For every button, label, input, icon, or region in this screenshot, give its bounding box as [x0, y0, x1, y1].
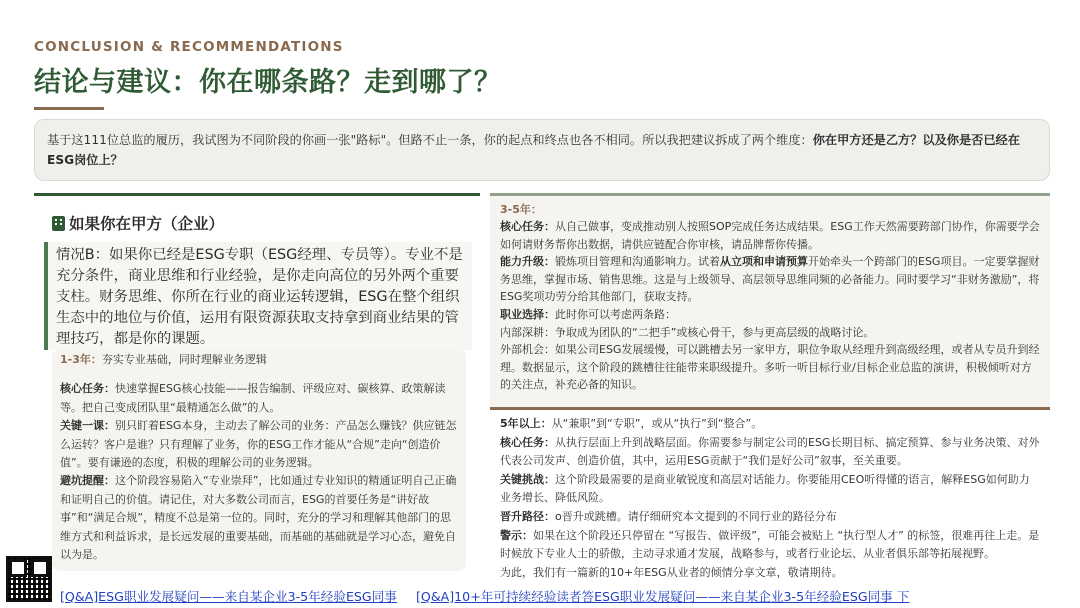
page-title: 结论与建议：你在哪条路？走到哪了？ [34, 67, 502, 98]
item-key: 核心任务： [500, 435, 555, 449]
footer-links [60, 586, 1060, 606]
item-key: 能力升级： [500, 255, 555, 269]
qr-code-icon[interactable] [6, 556, 52, 602]
stage-2-item [500, 218, 1040, 253]
item-text: 如果在这个阶段还只停留在 “写报告、做评级”，可能会被贴上 “执行型人才” 的标签，很难再往上走。是时候放下专业人士的骄傲，主动寻求通才发展，战略参与，或者行业论坛、从业者俱乐部等拓展视野。 [500, 528, 1040, 561]
stage-3-label-row [500, 415, 1040, 434]
item-key: 核心任务： [60, 382, 115, 396]
intro-text: 基于这111位总监的履历，我试图为不同阶段的你画一张"路标"。但路不止一条，你的起点和终点也各不相同。所以我把建议拆成了两个维度： [47, 133, 813, 147]
stage-3-5-years [490, 193, 1050, 407]
title-underline [34, 107, 104, 110]
item-text: 这个阶段容易陷入“专业崇拜”，比如通过专业知识的精通证明自己正确和证明自己的价值。请记住，对大多数公司而言，ESG的首要任务是“讲好故事”和“满足合规”，精度不总是第一位的。同时，充分的学习和理解其他部门的思维方式和利益诉求，是长远发展的重要基础，而基础的基础就是学习心态，避免自以为是。 [60, 474, 457, 562]
item-text: 从自己做事，变成推动别人按照SOP完成任务达成结果。ESG工作天然需要跨部门协作，你需要学会如何请财务帮你出数据，请供应链配合你审核，请品牌帮你传播。 [500, 220, 1040, 251]
stage-1-3-years [52, 349, 466, 571]
scenario-b-callout: 情况B：如果你已经是ESG专职（ESG经理、专员等）。专业不是充分条件，商业思维和行业经验，是你走向高位的另外两个重要支柱。财务思维、你所在行业的商业运转逻辑，ESG在整个组织生态中的地位与价值，运用有限资源获取支持拿到商业结果的管理技巧，都是你的课题。 [44, 242, 472, 350]
stage-1-desc: 夯实专业基础，同时理解业务逻辑 [101, 353, 267, 366]
left-heading-text: 如果你在甲方（企业） [69, 215, 225, 233]
stage-3-item [500, 471, 1040, 508]
item-key-inline: 从立项和申请预算 [720, 255, 808, 269]
section-eyebrow: CONCLUSION & RECOMMENDATIONS [34, 39, 344, 55]
item-text: 别只盯着ESG本身，主动去了解公司的业务：产品怎么赚钱？供应链怎么运转？客户是谁？只有理解了业务，你的ESG工作才能从“合规”走向“创造价值”。要有谦逊的态度，积极的理解公司的业务逻辑。 [60, 419, 457, 470]
footer-link-2[interactable]: [Q&A]10+年可持续经验读者答ESG职业发展疑问——来自某企业3-5年经验ESG同事 下 [416, 589, 910, 604]
footer-link-1[interactable]: [Q&A]ESG职业发展疑问——来自某企业3-5年经验ESG同事 [60, 589, 397, 604]
stage-5-plus-years [490, 407, 1050, 579]
stage-2-label: 3-5年： [500, 203, 542, 216]
item-key: 避坑提醒： [60, 474, 115, 488]
stage-2-item [500, 306, 1040, 324]
intro-text-bold: 你在甲方还是乙方？以及你是否已经在ESG岗位上？ [47, 133, 1020, 167]
stage-2-item [500, 324, 1040, 342]
item-text: o晋升或跳槽。请仔细研究本文提到的不同行业的路径分布 [555, 509, 837, 523]
stage-3-item [500, 527, 1040, 564]
stage-3-desc: 从“兼职”到“专职”，或从“执行”到“整合”。 [551, 417, 763, 430]
item-key: 警示： [500, 528, 533, 542]
item-text: 外部机会：如果公司ESG发展缓慢，可以跳槽去另一家甲方，职位争取从经理升到高级经理，或者从专员升到经理。数据显示，这个阶段的跳槽往往能带来职级提升。多听一听目标行业/目标企业总监的演讲，积极倾听对方的关注点，补充必备的知识。 [500, 343, 1040, 392]
stage-3-label: 5年以上： [500, 417, 552, 430]
item-key: 晋升路径： [500, 509, 555, 523]
item-key: 核心任务： [500, 220, 555, 233]
building-icon [52, 216, 65, 231]
stage-2-item [500, 253, 1040, 306]
item-text-cont: 开始牵头一个跨部门的ESG项目。一定要掌握财务思维，掌握市场、销售思维。这是与上级领导、高层领导思维同频的必备能力。同时要学习“非财务激励”，将ESG奖项功劳分给其他部门，获取支持。 [500, 255, 1040, 304]
item-key: 关键一课： [60, 419, 115, 433]
item-text: 为此，我们有一篇新的10+年ESG从业者的倾情分享文章，敬请期待。 [500, 565, 843, 579]
spacer [60, 369, 458, 380]
item-text: 锻炼项目管理和沟通影响力。试着 [555, 255, 720, 269]
stage-3-item [500, 508, 1040, 527]
stage-3-item [500, 434, 1040, 471]
item-text: 此时你可以考虑两条路： [555, 307, 676, 321]
intro-box [34, 119, 1050, 181]
item-text: 从执行层面上升到战略层面。你需要参与制定公司的ESG长期目标、搞定预算、参与业务决策、对外代表公司发声、创造价值，其中，运用ESG贡献于“我们是好公司”叙事，至关重要。 [500, 435, 1040, 468]
stage-1-label: 1-3年： [60, 353, 102, 366]
item-text: 内部深耕：争取成为团队的“二把手”或核心骨干，参与更高层级的战略讨论。 [500, 325, 875, 339]
stage-2-item [500, 341, 1040, 394]
stage-1-item [60, 417, 458, 472]
stage-1-label-row [60, 351, 458, 369]
stage-1-item [60, 380, 458, 417]
item-text: 快速掌握ESG核心技能——报告编制、评级应对、碳核算、政策解读等。把自己变成团队里“最精通怎么做”的人。 [60, 382, 446, 414]
stage-1-item [60, 472, 458, 564]
left-heading [52, 212, 224, 234]
item-key: 职业选择： [500, 307, 555, 321]
stage-3-item [500, 564, 1040, 583]
item-text: 这个阶段最需要的是商业敏锐度和高层对话能力。你要能用CEO听得懂的语言，解释ESG如何助力业务增长、降低风险。 [500, 472, 1030, 505]
item-key: 关键挑战： [500, 472, 555, 486]
